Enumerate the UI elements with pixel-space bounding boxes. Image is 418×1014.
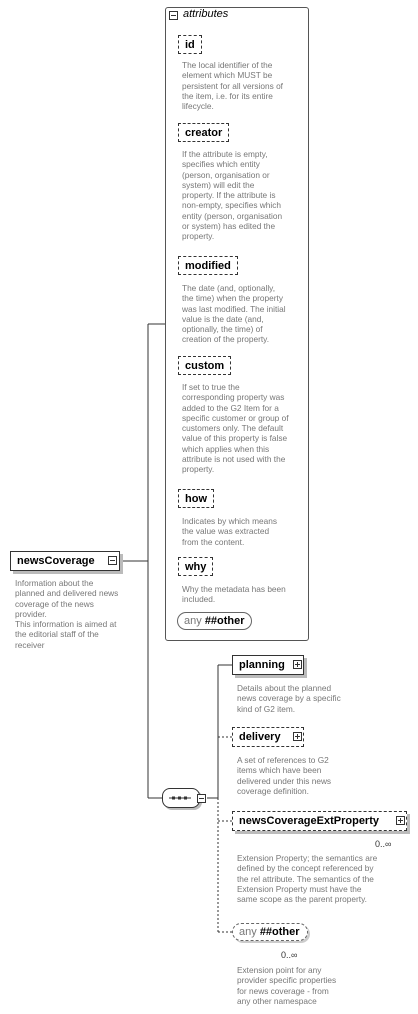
delivery-doc: A set of references to G2 items which have been delivered under this news coverage definition. [237, 755, 332, 796]
any-namespace: ##other [204, 615, 245, 627]
ext-property-doc: Extension Property; the semantics are defined by the concept referenced by the rel attribute. The semantics of the Extension Property must have the same scope as the parent property. [237, 853, 378, 905]
root-element-name: newsCoverage [17, 555, 95, 567]
any-other-keyword: any [239, 926, 257, 938]
any-keyword: any [184, 615, 202, 627]
expand-ext-property-icon[interactable] [396, 816, 405, 825]
attribute-why-doc: Why the metadata has been included. [182, 584, 286, 605]
collapse-attributes-icon[interactable] [169, 11, 178, 20]
any-other-cardinality: 0..∞ [281, 950, 298, 960]
element-news-coverage-ext-property[interactable] [232, 811, 407, 831]
collapse-root-icon[interactable] [108, 556, 117, 565]
planning-doc: Details about the planned news coverage by a specific kind of G2 item. [237, 683, 341, 714]
attribute-custom[interactable]: custom [178, 356, 231, 375]
expand-delivery-icon[interactable] [293, 732, 302, 741]
attribute-custom-doc: If set to true the corresponding property was added to the G2 Item for a specific customer or group of customers only. The default value of this property is false which applies when this attribute is not used with the property. [182, 382, 289, 475]
attribute-modified-doc: The date (and, optionally, the time) when the property was last modified. The initial value is the date (and, optionally, the time) of creation of the property. [182, 283, 286, 345]
root-element[interactable] [10, 551, 120, 571]
element-delivery-name: delivery [239, 731, 281, 743]
attribute-creator[interactable]: creator [178, 123, 229, 142]
any-other-namespace: ##other [259, 926, 300, 938]
attributes-any-other[interactable] [177, 612, 252, 630]
root-doc: Information about the planned and delivered news coverage of the news provider. This information is aimed at the editorial staff of the receiver [15, 578, 119, 650]
attributes-title: attributes [183, 8, 229, 20]
attribute-id-doc: The local identifier of the element which MUST be persistent for all versions of the item, i.e. for its entire lifecycle. [182, 60, 283, 112]
sequence-compositor[interactable] [162, 788, 200, 808]
any-other-doc: Extension point for any provider specific properties for news coverage - from any other namespace [237, 965, 337, 1006]
expand-planning-icon[interactable] [293, 660, 302, 669]
element-ext-property-name: newsCoverageExtProperty [239, 815, 379, 827]
element-planning-name: planning [239, 659, 285, 671]
collapse-sequence-icon[interactable] [197, 794, 206, 803]
element-any-other[interactable] [232, 923, 308, 941]
attribute-how-doc: Indicates by which means the value was extracted from the content. [182, 516, 278, 547]
attribute-why[interactable]: why [178, 557, 213, 576]
ext-property-cardinality: 0..∞ [375, 839, 392, 849]
attribute-modified[interactable]: modified [178, 256, 238, 275]
attribute-how[interactable]: how [178, 489, 214, 508]
sequence-icon [163, 789, 199, 807]
attribute-id[interactable]: id [178, 35, 202, 54]
attribute-creator-doc: If the attribute is empty, specifies which entity (person, organisation or system) will edit the property. If the attribute is non-empty, specifies which entity (person, organisation or system) has edited the property. [182, 149, 283, 242]
